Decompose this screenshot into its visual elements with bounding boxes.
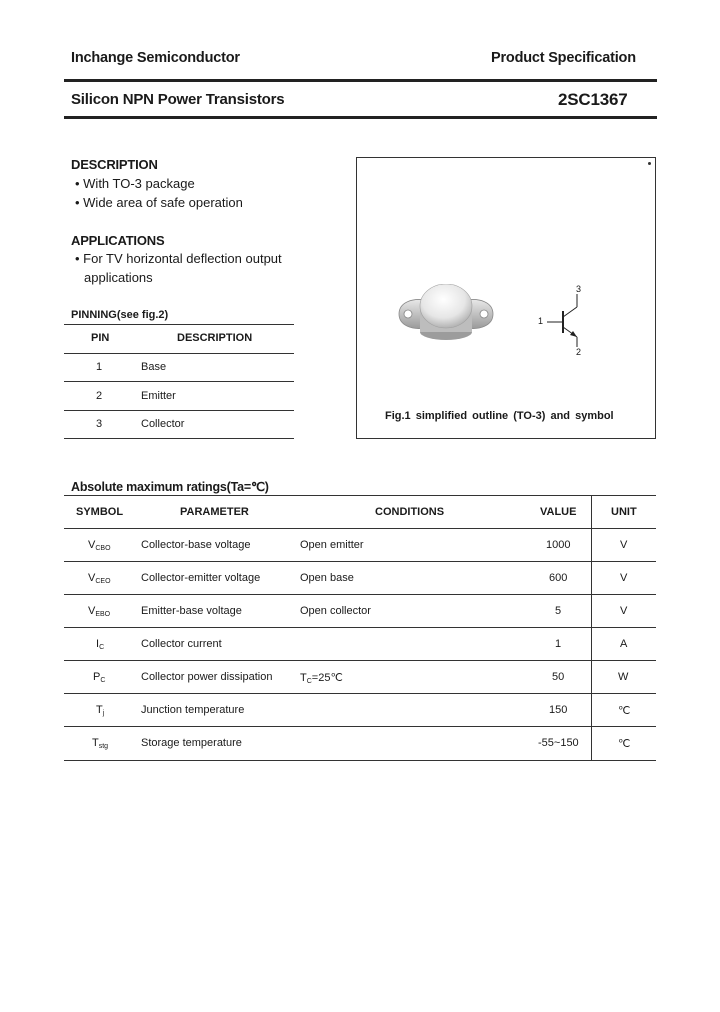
rating-conditions: Open emitter — [300, 539, 364, 551]
rating-parameter: Emitter-base voltage — [141, 605, 242, 617]
ratings-rule — [64, 660, 656, 661]
applications-item-cont: applications — [84, 270, 153, 285]
ratings-rule — [64, 627, 656, 628]
ratings-rule — [64, 528, 656, 529]
rating-unit: A — [620, 638, 628, 650]
rating-parameter: Collector power dissipation — [141, 671, 273, 683]
pinning-heading: PINNING(see fig.2) — [71, 309, 169, 321]
rating-unit: ℃ — [618, 705, 631, 717]
ratings-rule — [64, 561, 656, 562]
pinning-rule — [64, 410, 294, 411]
ratings-col-parameter: PARAMETER — [180, 506, 249, 518]
ratings-col-conditions: CONDITIONS — [375, 506, 445, 518]
pin-description: Base — [141, 361, 167, 373]
pinning-rule — [64, 381, 294, 382]
ratings-col-symbol: SYMBOL — [76, 506, 124, 518]
rating-conditions: Open collector — [300, 605, 371, 617]
figure-box — [356, 157, 656, 439]
ratings-col-unit: UNIT — [611, 506, 637, 518]
description-heading: DESCRIPTION — [71, 157, 158, 172]
ratings-rule — [64, 495, 656, 496]
part-number: 2SC1367 — [558, 90, 628, 109]
pin-number: 3 — [96, 418, 103, 430]
rating-unit: W — [618, 671, 629, 683]
company-name: Inchange Semiconductor — [71, 50, 240, 66]
rating-value: 150 — [549, 704, 568, 716]
pinning-col-desc: DESCRIPTION — [177, 332, 253, 344]
figure-caption: Fig.1 simplified outline (TO-3) and symbol — [385, 410, 614, 422]
rating-unit: V — [620, 539, 628, 551]
rating-value: 5 — [555, 605, 562, 617]
ratings-heading: Absolute maximum ratings(Ta=℃) — [71, 480, 269, 494]
product-line: Silicon NPN Power Transistors — [71, 91, 285, 108]
description-item: • Wide area of safe operation — [75, 195, 243, 210]
figure-dot — [648, 162, 651, 165]
applications-item: • For TV horizontal deflection output — [75, 251, 282, 266]
ratings-rule — [64, 693, 656, 694]
pin-description: Emitter — [141, 390, 176, 402]
rating-symbol: $I_C$ — [96, 638, 105, 651]
symbol-pin-collector: 3 — [576, 284, 582, 294]
pin-description: Collector — [141, 418, 185, 430]
rating-symbol: $T_{stg}$ — [92, 737, 109, 750]
rating-parameter: Collector current — [141, 638, 222, 650]
pin-number: 1 — [96, 361, 103, 373]
symbol-pin-emitter: 2 — [576, 347, 582, 357]
pinning-rule — [64, 438, 294, 439]
rating-parameter: Junction temperature — [141, 704, 245, 716]
header-rule-bottom — [64, 116, 657, 119]
rating-value: 1 — [555, 638, 562, 650]
header-rule-top — [64, 79, 657, 82]
applications-heading: APPLICATIONS — [71, 233, 165, 248]
ratings-rule — [64, 594, 656, 595]
rating-value: 1000 — [546, 539, 571, 551]
pinning-rule — [64, 353, 294, 354]
doc-type: Product Specification — [491, 50, 636, 66]
ratings-rule — [64, 760, 656, 761]
rating-symbol: $V_{CBO}$ — [88, 539, 111, 552]
rating-symbol: $P_C$ — [93, 671, 106, 684]
rating-parameter: Collector-base voltage — [141, 539, 251, 551]
pin-number: 2 — [96, 390, 103, 402]
rating-conditions: Open base — [300, 572, 354, 584]
rating-unit: V — [620, 605, 628, 617]
symbol-pin-base: 1 — [538, 316, 544, 326]
rating-unit: V — [620, 572, 628, 584]
to3-package-image — [393, 284, 499, 348]
ratings-col-value: VALUE — [540, 506, 577, 518]
rating-unit: ℃ — [618, 738, 631, 750]
rating-parameter: Collector-emitter voltage — [141, 572, 261, 584]
rating-value: -55~150 — [538, 737, 579, 749]
ratings-rule — [64, 726, 656, 727]
pinning-col-pin: PIN — [91, 332, 110, 344]
rating-value: 50 — [552, 671, 565, 683]
rating-conditions: $T_C=25℃$ — [300, 672, 343, 685]
rating-symbol: $V_{EBO}$ — [88, 605, 111, 618]
rating-value: 600 — [549, 572, 568, 584]
pinning-rule — [64, 324, 294, 325]
description-item: • With TO-3 package — [75, 176, 195, 191]
rating-symbol: $V_{CEO}$ — [88, 572, 111, 585]
rating-parameter: Storage temperature — [141, 737, 242, 749]
rating-symbol: $T_j$ — [96, 704, 105, 717]
